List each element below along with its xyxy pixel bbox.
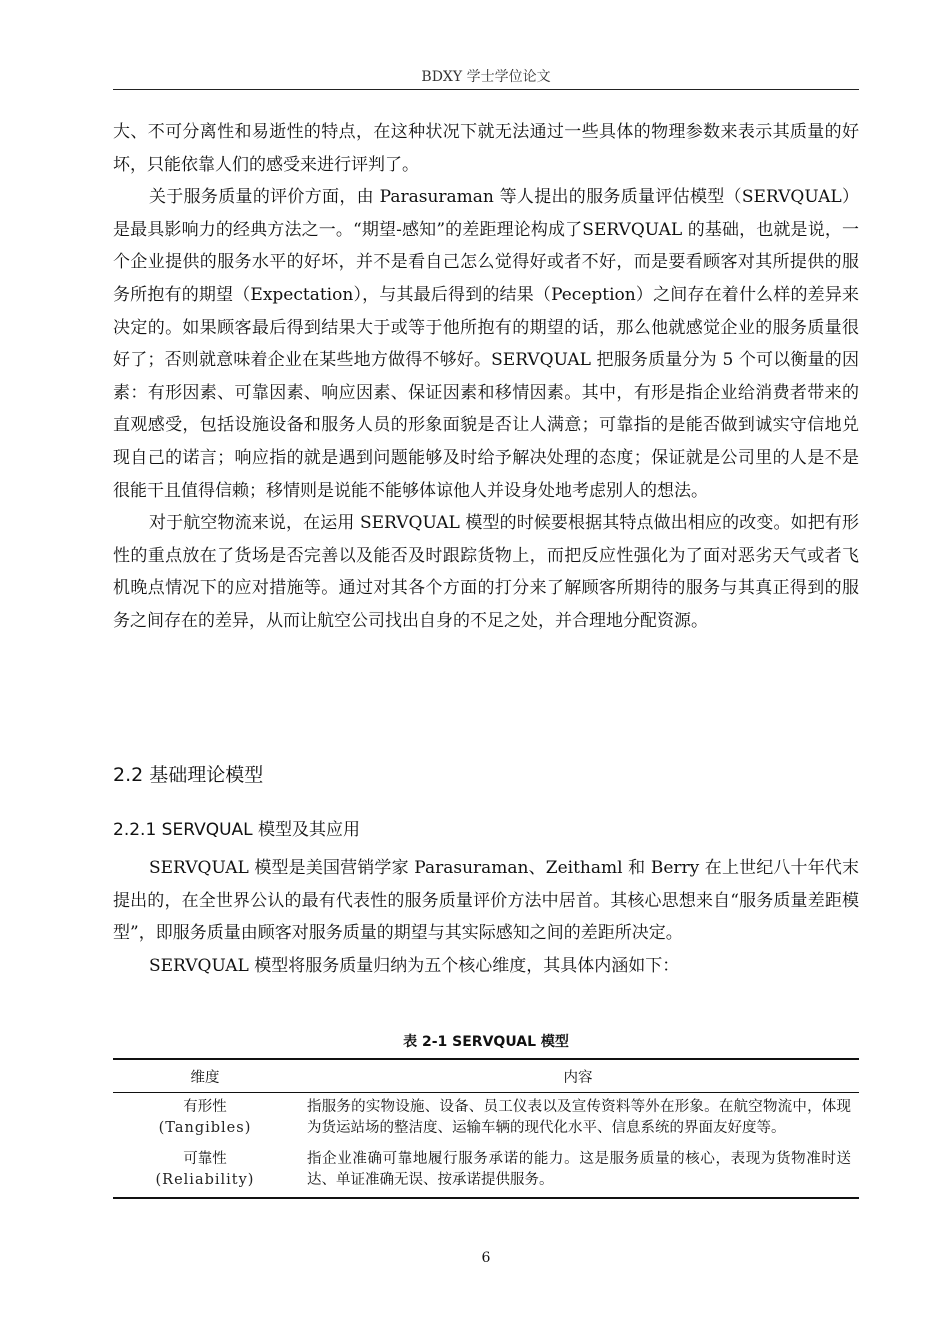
content-cell: 指服务的实物设施、设备、员工仪表以及宣传资料等外在形象。在航空物流中，体现为货运站场的整洁度、运输车辆的现代化水平、信息系统的界面友好度等。: [307, 1099, 851, 1136]
paragraph-servqual-origin: SERVQUAL 模型是美国营销学家 Parasuraman、Zeithaml 和 Berry 在上世纪八十年代末提出的，在全世界公认的最有代表性的服务质量评价方法中居首。其核心思想来自“服务质量差距模型”，即服务质量由顾客对服务质量的期望与其实际感知之间的差距所决定。: [113, 858, 859, 944]
page-number: 6: [481, 1250, 491, 1266]
body-text-top: [113, 116, 859, 638]
dimension-cell: [113, 1093, 297, 1146]
dimension-cell: [113, 1145, 297, 1198]
column-header-dimension: 维度: [113, 1059, 297, 1093]
dimension-cn: 可靠性: [183, 1151, 227, 1167]
header-title: BDXY 学士学位论文: [421, 69, 551, 85]
table-caption: 表 2-1 SERVQUAL 模型: [403, 1034, 569, 1050]
paragraph-servqual-evaluation: 关于服务质量的评价方面，由 Parasuraman 等人提出的服务质量评估模型（SERVQUAL）是最具影响力的经典方法之一。“期望-感知”的差距理论构成了SERVQUAL 的基础，也就是说，一个企业提供的服务水平的好坏，并不是看自己怎么觉得好或者不好，而是要看顾客对其所提供的服务所抱有的期望（Expectation），与其最后得到的结果（Peception）之间存在着什么样的差异来决定的。如果顾客最后得到结果大于或等于他所抱有的期望的话，那么他就感觉企业的服务质量很好了；否则就意味着企业在某些地方做得不够好。SERVQUAL 把服务质量分为 5 个可以衡量的因素：有形因素、可靠因素、响应因素、保证因素和移情因素。其中，有形是指企业给消费者带来的直观感受，包括设施设备和服务人员的形象面貌是否让人满意；可靠指的是能否做到诚实守信地兑现自己的诺言；响应指的就是遇到问题能够及时给予解决处理的态度；保证就是公司里的人是不是很能干且值得信赖；移情则是说能不能够体谅他人并设身处地考虑别人的想法。: [113, 187, 859, 501]
table-header-row: [113, 1059, 859, 1093]
body-text-bottom: [113, 852, 859, 982]
table-row: [113, 1145, 859, 1198]
section-heading: 2.2 基础理论模型: [113, 764, 264, 786]
header-divider: [113, 89, 859, 90]
dimension-en: (Reliability): [155, 1172, 255, 1188]
paragraph-servqual-dimensions: SERVQUAL 模型将服务质量归纳为五个核心维度，其具体内涵如下：: [149, 955, 680, 976]
column-header-content: 内容: [297, 1059, 859, 1093]
content-cell: 指企业准确可靠地履行服务承诺的能力。这是服务质量的核心，表现为货物准时送达、单证准确无误、按承诺提供服务。: [297, 1145, 859, 1198]
paragraph-continuation: 大、不可分离性和易逝性的特点，在这种状况下就无法通过一些具体的物理参数来表示其质量的好坏，只能依靠人们的感受来进行评判了。: [113, 122, 859, 175]
dimension-en: (Tangibles): [158, 1120, 252, 1136]
servqual-table: [113, 1058, 859, 1199]
subsection-heading: 2.2.1 SERVQUAL 模型及其应用: [113, 820, 361, 840]
dimension-cn: 有形性: [183, 1099, 227, 1115]
table-row: [113, 1093, 859, 1146]
paragraph-air-logistics: 对于航空物流来说，在运用 SERVQUAL 模型的时候要根据其特点做出相应的改变。如把有形性的重点放在了货场是否完善以及能否及时跟踪货物上，而把反应性强化为了面对恶劣天气或者飞机晚点情况下的应对措施等。通过对其各个方面的打分来了解顾客所期待的服务与其真正得到的服务之间存在的差异，从而让航空公司找出自身的不足之处，并合理地分配资源。: [113, 513, 859, 631]
